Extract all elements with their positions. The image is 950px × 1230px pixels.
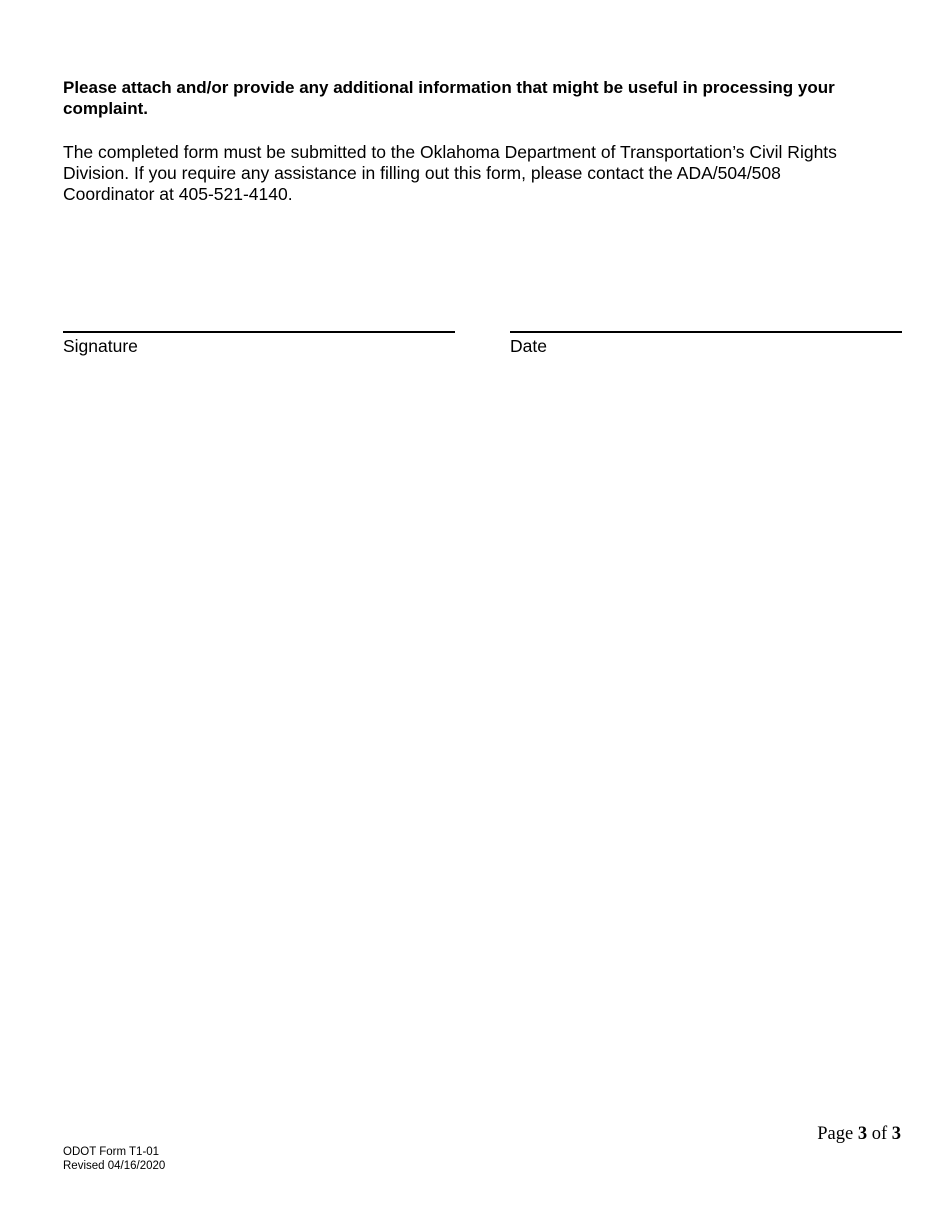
date-label: Date bbox=[510, 336, 547, 356]
submission-instructions: The completed form must be submitted to the Oklahoma Department of Transportation’s Civil Rights Division. If you require any assistance in filling out this form, please contact the ADA/504/508 Coordinator at 405-521-4140. bbox=[63, 142, 837, 204]
page-number bbox=[817, 1123, 901, 1145]
date-field[interactable] bbox=[510, 331, 902, 357]
page-prefix: Page bbox=[817, 1124, 854, 1144]
signature-field[interactable] bbox=[63, 331, 455, 357]
form-number: ODOT Form T1-01 bbox=[63, 1146, 160, 1158]
date-line[interactable] bbox=[510, 331, 902, 333]
form-identifier bbox=[63, 1145, 165, 1173]
additional-info-instruction: Please attach and/or provide any additional information that might be useful in processing your complaint. bbox=[63, 78, 835, 118]
page-of: of bbox=[871, 1124, 888, 1144]
page-total: 3 bbox=[891, 1124, 901, 1144]
signature-line[interactable] bbox=[63, 331, 455, 333]
revised-date: Revised 04/16/2020 bbox=[63, 1160, 166, 1172]
signature-label: Signature bbox=[63, 336, 138, 356]
page-current: 3 bbox=[857, 1124, 868, 1144]
